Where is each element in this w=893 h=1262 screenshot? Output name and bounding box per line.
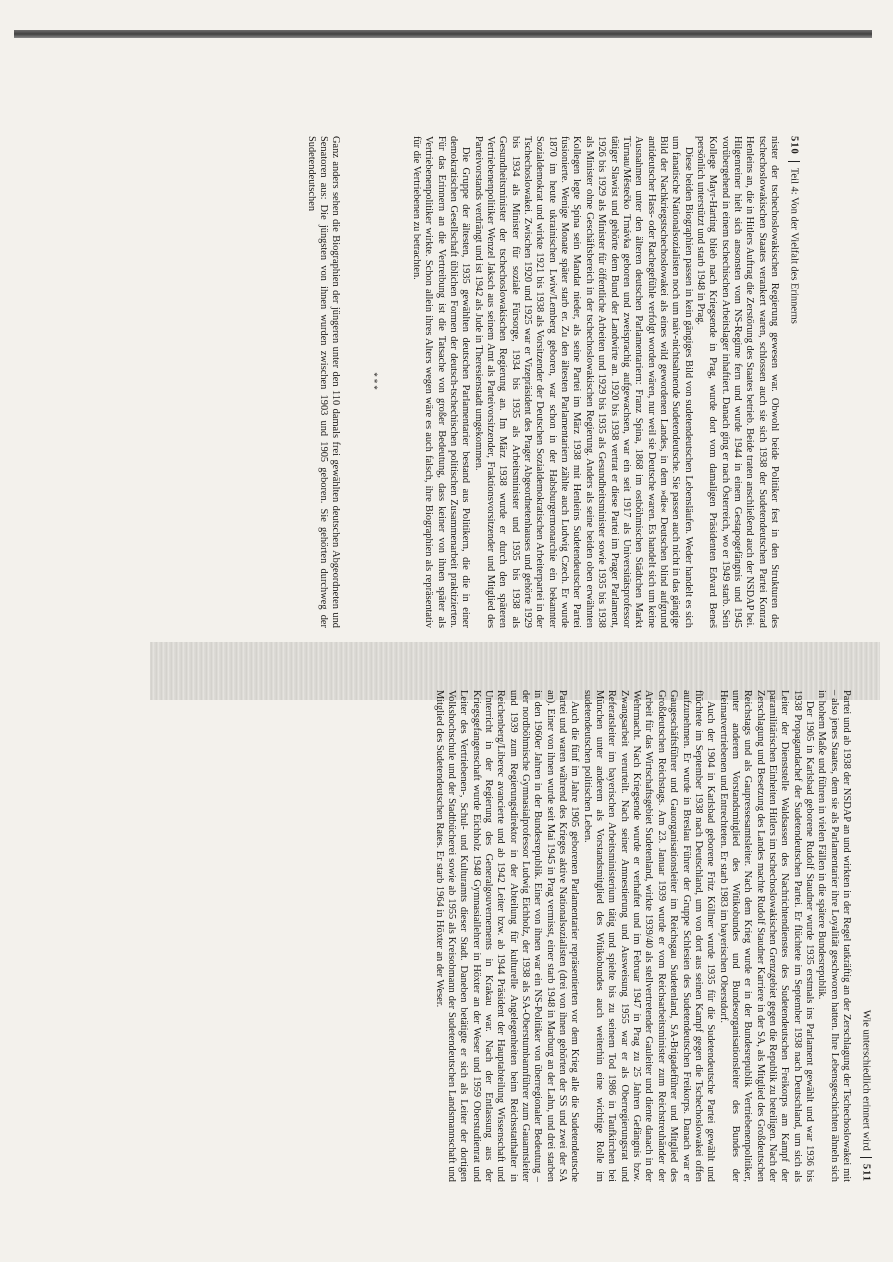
header-divider xyxy=(788,161,800,162)
right-page-body xyxy=(432,690,852,1182)
paragraph: nister der tschechoslowakischen Regierung gewesen war. Obwohl beide Politiker fest in den Strukturen des tschechoslowakischen Staates verankert waren, schlossen auch sie sich 1938 der Sudetendeutschen Partei Konrad Henleins an, die in Hitlers Auftrag die Zerstörung des Staates betrieb. Beide traten anschließend auch der NSDAP bei. Hilgenreiner hielt sich ansonsten vom NS-Regime fern und wurde 1944 in einem Gestapogefängnis und 1945 vorübergehend in einem tschechischen Arbeitslager inhaftiert. Danach ging er nach Österreich, wo er 1949 starb. Sein Kollege Mayr-Harting blieb nach Kriegsende in Prag, wurde dort vom damaligen Präsidenten Edvard Beneš persönlich unterstützt und starb 1948 in Prag. xyxy=(694,136,780,628)
paragraph: Auch der 1904 in Karlsbad geborene Fritz Köllner wurde 1935 für die Sudetendeutsche Partei gewählt und flüchtete im September 1938 nach Deutschland, um von dort aus seinen Kampf gegen die Tschechoslowakei offen aufzunehmen. Er wurde in Breslau Führer der Gruppe Schlesien des Sudetendeutschen Freikorps. Danach war er Gaugeschäftsführer und Gauorganisationsleiter im Reichsgau Sudetenland, SA-Brigadeführer und Mitglied des Großdeutschen Reichstags. Am 23. Januar 1939 wurde er vom Reichsarbeitsminister zum Reichstreuhänder der Arbeit für das Wirtschaftsgebiet Sudetenland, wirkte 1939/40 als stellvertretender Gauleiter und diente danach in der Wehrmacht. Nach Kriegsende wurde er verhaftet und im Februar 1947 in Prag zu 25 Jahren Gefängnis bzw. Zwangsarbeit verurteilt. Nach seiner Amnestierung und Ausweisung 1955 war er als Oberregierungsrat und Referatsleiter im bayerischen Arbeitsministerium tätig und spielte bis zu seinem Tod 1986 in Taufkirchen bei München unter anderem als Vorstandsmitglied des Witikobundes auch weiterhin eine wichtige Rolle im sudetendeutschen politischen Leben. xyxy=(581,690,717,1182)
running-head: Teil 4: Von der Vielfalt des Erinnerns xyxy=(788,167,800,324)
header-divider xyxy=(860,1157,872,1158)
paragraph: Die Gruppe der ältesten, 1935 gewählten deutschen Parlamentarier bestand aus Politikern, die die in einer demokratischen Gesellschaft üblichen Formen der deutsch-tschechischen politischen Zusammenarbeit praktizierten. Für das Erinnern an die Vertreibung ist die Tatsache von großer Bedeutung, dass keiner von ihnen später als Vertriebenenpolitiker wirkte. Schon allein ihres Alters wegen wäre es auch falsch, ihre Biographien als repräsentativ für die Vertriebenen zu betrachten. xyxy=(411,136,472,628)
paragraph: Der 1905 in Karlsbad geborene Rudolf Staudner wurde 1935 erstmals ins Parlament gewählt und war 1936 bis 1938 Propagandachef der Sudetendeutschen Partei. Er flüchtete im September 1938 nach Deutschland, um sich als Leiter der Dienststelle Waldsassen des Nachrichtendienstes des Sudetendeutschen Freikorps am Kampf der paramilitärischen Einheiten Hitlers im tschechoslowakischen Grenzgebiet gegen die Republik zu beteiligen. Nach der Zerschlagung und Besetzung des Landes machte Rudolf Staudner Karriere in der SA, als Mitglied des Großdeutschen Reichstags und als Gaupressesamtsleiter. Nach dem Krieg wurde er in der Bundesrepublik Vertriebenenpolitiker, unter anderem Vorstandsmitglied des Witikobundes und Bundesorganisationsleiter des Bundes der Heimatvertriebenen und Entrechteten. Er starb 1983 im bayerischen Oberstdorf. xyxy=(717,690,815,1182)
paragraph: Diese beiden Biographien passen in kein gängiges Bild von sudetendeutschen Lebensläufen. Weder handelt es sich um fanatische Nationalsozialisten noch um naiv-nichtsahnende Sudetendeutsche. Sie passen auch nicht in das gängige Bild der Nachkriegstschechoslowakei als eines wild gewordenen Landes, in dem »die« Deutschen blind aufgrund antideutscher Hass- oder Rachegefühle verfolgt worden wären, nur weil sie Deutsche waren. Es handelt sich um keine Ausnahmen unter den älteren deutschen Parlamentariern: Franz Spina, 1868 im ostböhmischen Städtchen Markt Türnau/Městečko Trnávka geboren und zweisprachig aufgewachsen, war ein seit 1917 als Universitätsprofessor tätiger Slawist und gehörte dem Bund der Landwirte an. 1920 bis 1938 vertrat er diese Partei im Prager Parlament, 1926 bis 1929 als Minister für öffentliche Arbeiten und 1929 bis 1935 als Gesundheitsminister sowie 1935 bis 1938 als Minister ohne Geschäftsbereich in der tschechoslowakischen Regierung. Anders als seine beiden oben erwähnten Kollegen legte Spina sein Mandat nieder, als seine Partei im März 1938 mit Henleins Sudetendeutscher Partei fusionierte. Wenige Monate später starb er. Zu den ältesten Parlamentariern zählte auch Ludwig Czech. Er wurde 1870 im heute ukrainischen Lwiw/Lemberg geboren, war schon in der Habsburgermonarchie ein bekannter Sozialdemokrat und wirkte 1921 bis 1938 als Vorsitzender der Deutschen Sozialdemokratischen Arbeiterpartei in der Tschechoslowakei. Zwischen 1920 und 1925 war er Vizepräsident des Prager Abgeordnetenhauses und gehörte 1929 bis 1934 als Minister für soziale Fürsorge, 1934 bis 1935 als Arbeitsminister und 1935 bis 1938 als Gesundheitsminister der tschechoslowakischen Regierung an. Im März 1938 wurde er durch den späteren Vertriebenenpolitiker Wenzel Jaksch aus seinem Amt als Parteivorsitzender, Fraktionsvorsitzender und Mitglied des Parteivorstands verdrängt und ist 1942 als Jude in Theresienstadt umgekommen. xyxy=(472,136,694,628)
paragraph: Ganz anders sehen die Biographien der jüngeren unter den 110 damals frei gewählten deutschen Abgeordneten und Senatoren aus: Die jüngsten von ihnen wurden zwischen 1903 und 1905 geboren. Sie gehörten durchweg der Sudetendeutschen xyxy=(305,136,342,628)
running-head: Wie unterschiedlich erinnert wird xyxy=(860,1009,872,1151)
section-separator: *** xyxy=(368,372,379,392)
left-page-body xyxy=(304,136,780,628)
page-header-right xyxy=(858,690,872,1182)
paragraph: Partei und ab 1938 der NSDAP an und wirkten in der Regel tatkräftig an der Zerschlagung der Tschechoslowakei mit – also jenes Staates, dem sie als Parlamentarier ihre Loyalität geschworen hatten. Ihre Lebensgeschichten ähneln sich in hohem Maße und führen in vielen Fällen in die spätere Bundesrepublik. xyxy=(816,690,852,1182)
scan-edge-rule xyxy=(14,30,872,38)
paragraph: Auch die fünf im Jahre 1905 geborenen Parlamentarier repräsentierten vor dem Krieg alle die Sudetendeutsche Partei und waren während des Krieges aktive Nationalsozialisten (drei von ihnen gehörten der SS und zwei der SA an). Einer von ihnen wurde seit Mai 1945 in Prag vermisst, einer starb 1948 in Marburg an der Lahn, und drei starben in den 1960er Jahren in der Bundesrepublik. Einer von ihnen war ein NS-Politiker von überregionaler Bedeutung – der nordböhmische Gymnasialprofessor Ludwig Eichholz, der 1938 als SA-Oberstumbannführer zum Gauamtsleiter und 1939 zum Regierungsdirektor in der Abteilung für kulturelle Angelegenheiten beim Reichsstatthalter in Reichenberg/Liberec avancierte und ab 1942 Leiter bzw. ab 1944 Präsident der Hauptabteilung Wissenschaft und Unterricht in der Regierung des Generalgouvernements in Krakau war. Nach der Entlassung aus der Kriegsgefangenschaft wurde Eichholz 1948 Gymnasiallehrer in Höxter an der Weser und 1959 Oberstudienrat und Leiter des Vertriebenen-, Schul- und Kulturamts dieser Stadt. Daneben betätigte er sich als Leiter der dortigen Volkshochschule und der Stadtbücherei sowie ab 1955 als Kreisobmann der Sudetendeutschen Landsmannschaft und Mitglied des Sudetendeutschen Rates. Er starb 1964 in Höxter an der Weser. xyxy=(433,690,581,1182)
page-number: 511 xyxy=(860,1163,872,1182)
page-number: 510 xyxy=(788,136,800,155)
page-header-left xyxy=(786,136,800,628)
